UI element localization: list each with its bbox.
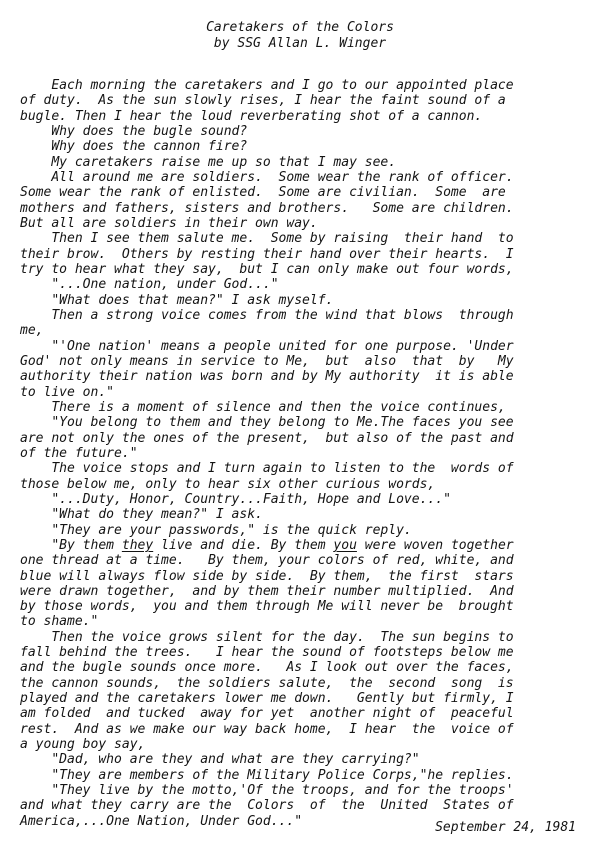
document-title: Caretakers of the Colors	[206, 20, 394, 35]
text-line: of the future."	[20, 445, 138, 461]
text-line: "Dad, who are they and what are they carrying?"	[20, 752, 420, 768]
text-line: played and the caretakers lower me down. Gently but firmly, I	[20, 691, 514, 707]
text-fragment: "By them	[20, 537, 122, 553]
text-line: and the bugle sounds once more. As I look out over the faces,	[20, 660, 514, 676]
text-line: Why does the bugle sound?	[20, 123, 248, 139]
body-text	[20, 78, 580, 829]
text-line: rest. And as we make our way back home, I hear the voice of	[20, 721, 514, 737]
text-line: "'One nation' means a people united for one purpose. 'Under	[20, 338, 514, 354]
underlined-word: you	[333, 537, 357, 553]
text-line: blue will always flow side by side. By them, the first stars	[20, 568, 514, 584]
text-line: their brow. Others by resting their hand over their hearts. I	[20, 246, 514, 262]
text-line: America,...One Nation, Under God..."	[20, 813, 303, 829]
text-line: My caretakers raise me up so that I may see.	[20, 154, 397, 170]
text-line: were drawn together, and by them their number multiplied. And	[20, 583, 514, 599]
text-line: "They live by the motto,'Of the troops, and for the troops'	[20, 783, 514, 799]
text-line: those below me, only to hear six other curious words,	[20, 476, 436, 492]
text-line: to live on."	[20, 384, 115, 400]
text-line: All around me are soldiers. Some wear the rank of officer.	[20, 169, 514, 185]
text-line: by those words, you and them through Me will never be brought	[20, 599, 514, 615]
text-line: try to hear what they say, but I can only make out four words,	[20, 261, 514, 277]
text-line: "What does that mean?" I ask myself.	[20, 292, 334, 308]
text-line: Some wear the rank of enlisted. Some are civilian. Some are	[20, 185, 506, 201]
text-line: authority their nation was born and by My authority it is able	[20, 369, 514, 385]
text-line: God' not only means in service to Me, but also that by My	[20, 353, 514, 369]
text-line: Then a strong voice comes from the wind that blows through	[20, 307, 514, 323]
text-line	[20, 538, 580, 553]
text-fragment: live and die. By them	[153, 537, 334, 553]
underlined-word: they	[121, 537, 154, 553]
text-line: There is a moment of silence and then the voice continues,	[20, 399, 506, 415]
text-line: to shame."	[20, 614, 99, 630]
text-line: Why does the cannon fire?	[20, 139, 248, 155]
text-line: "They are members of the Military Police Corps,"he replies.	[20, 767, 514, 783]
text-fragment: were woven together	[356, 537, 514, 553]
text-line: mothers and fathers, sisters and brothers. Some are children.	[20, 200, 514, 216]
text-line: Then I see them salute me. Some by raising their hand to	[20, 231, 514, 247]
text-line: the cannon sounds, the soldiers salute, the second song is	[20, 675, 514, 691]
document-byline: by SSG Allan L. Winger	[213, 35, 387, 51]
title-block	[0, 20, 600, 51]
text-line: But all are soldiers in their own way.	[20, 215, 318, 231]
text-line: "...One nation, under God..."	[20, 277, 279, 293]
text-line: bugle. Then I hear the loud reverberating shot of a cannon.	[20, 108, 483, 124]
text-line: Then the voice grows silent for the day. The sun begins to	[20, 629, 514, 645]
text-line: a young boy say,	[20, 737, 146, 753]
document-date: September 24, 1981	[435, 820, 576, 835]
text-line: The voice stops and I turn again to listen to the words of	[20, 461, 514, 477]
text-line: are not only the ones of the present, but also of the past and	[20, 430, 514, 446]
text-line: of duty. As the sun slowly rises, I hear the faint sound of a	[20, 93, 506, 109]
text-line: Each morning the caretakers and I go to our appointed place	[20, 78, 514, 93]
text-line: "What do they mean?" I ask.	[20, 507, 263, 523]
text-line: "You belong to them and they belong to Me.The faces you see	[20, 415, 514, 431]
text-line: "...Duty, Honor, Country...Faith, Hope and Love..."	[20, 491, 451, 507]
text-line: am folded and tucked away for yet another night of peaceful	[20, 706, 514, 722]
text-line: and what they carry are the Colors of the United States of	[20, 798, 514, 814]
text-line: "They are your passwords," is the quick reply.	[20, 522, 412, 538]
text-line: one thread at a time. By them, your colors of red, white, and	[20, 553, 514, 569]
text-line: fall behind the trees. I hear the sound of footsteps below me	[20, 645, 514, 661]
text-line: me,	[20, 323, 44, 339]
